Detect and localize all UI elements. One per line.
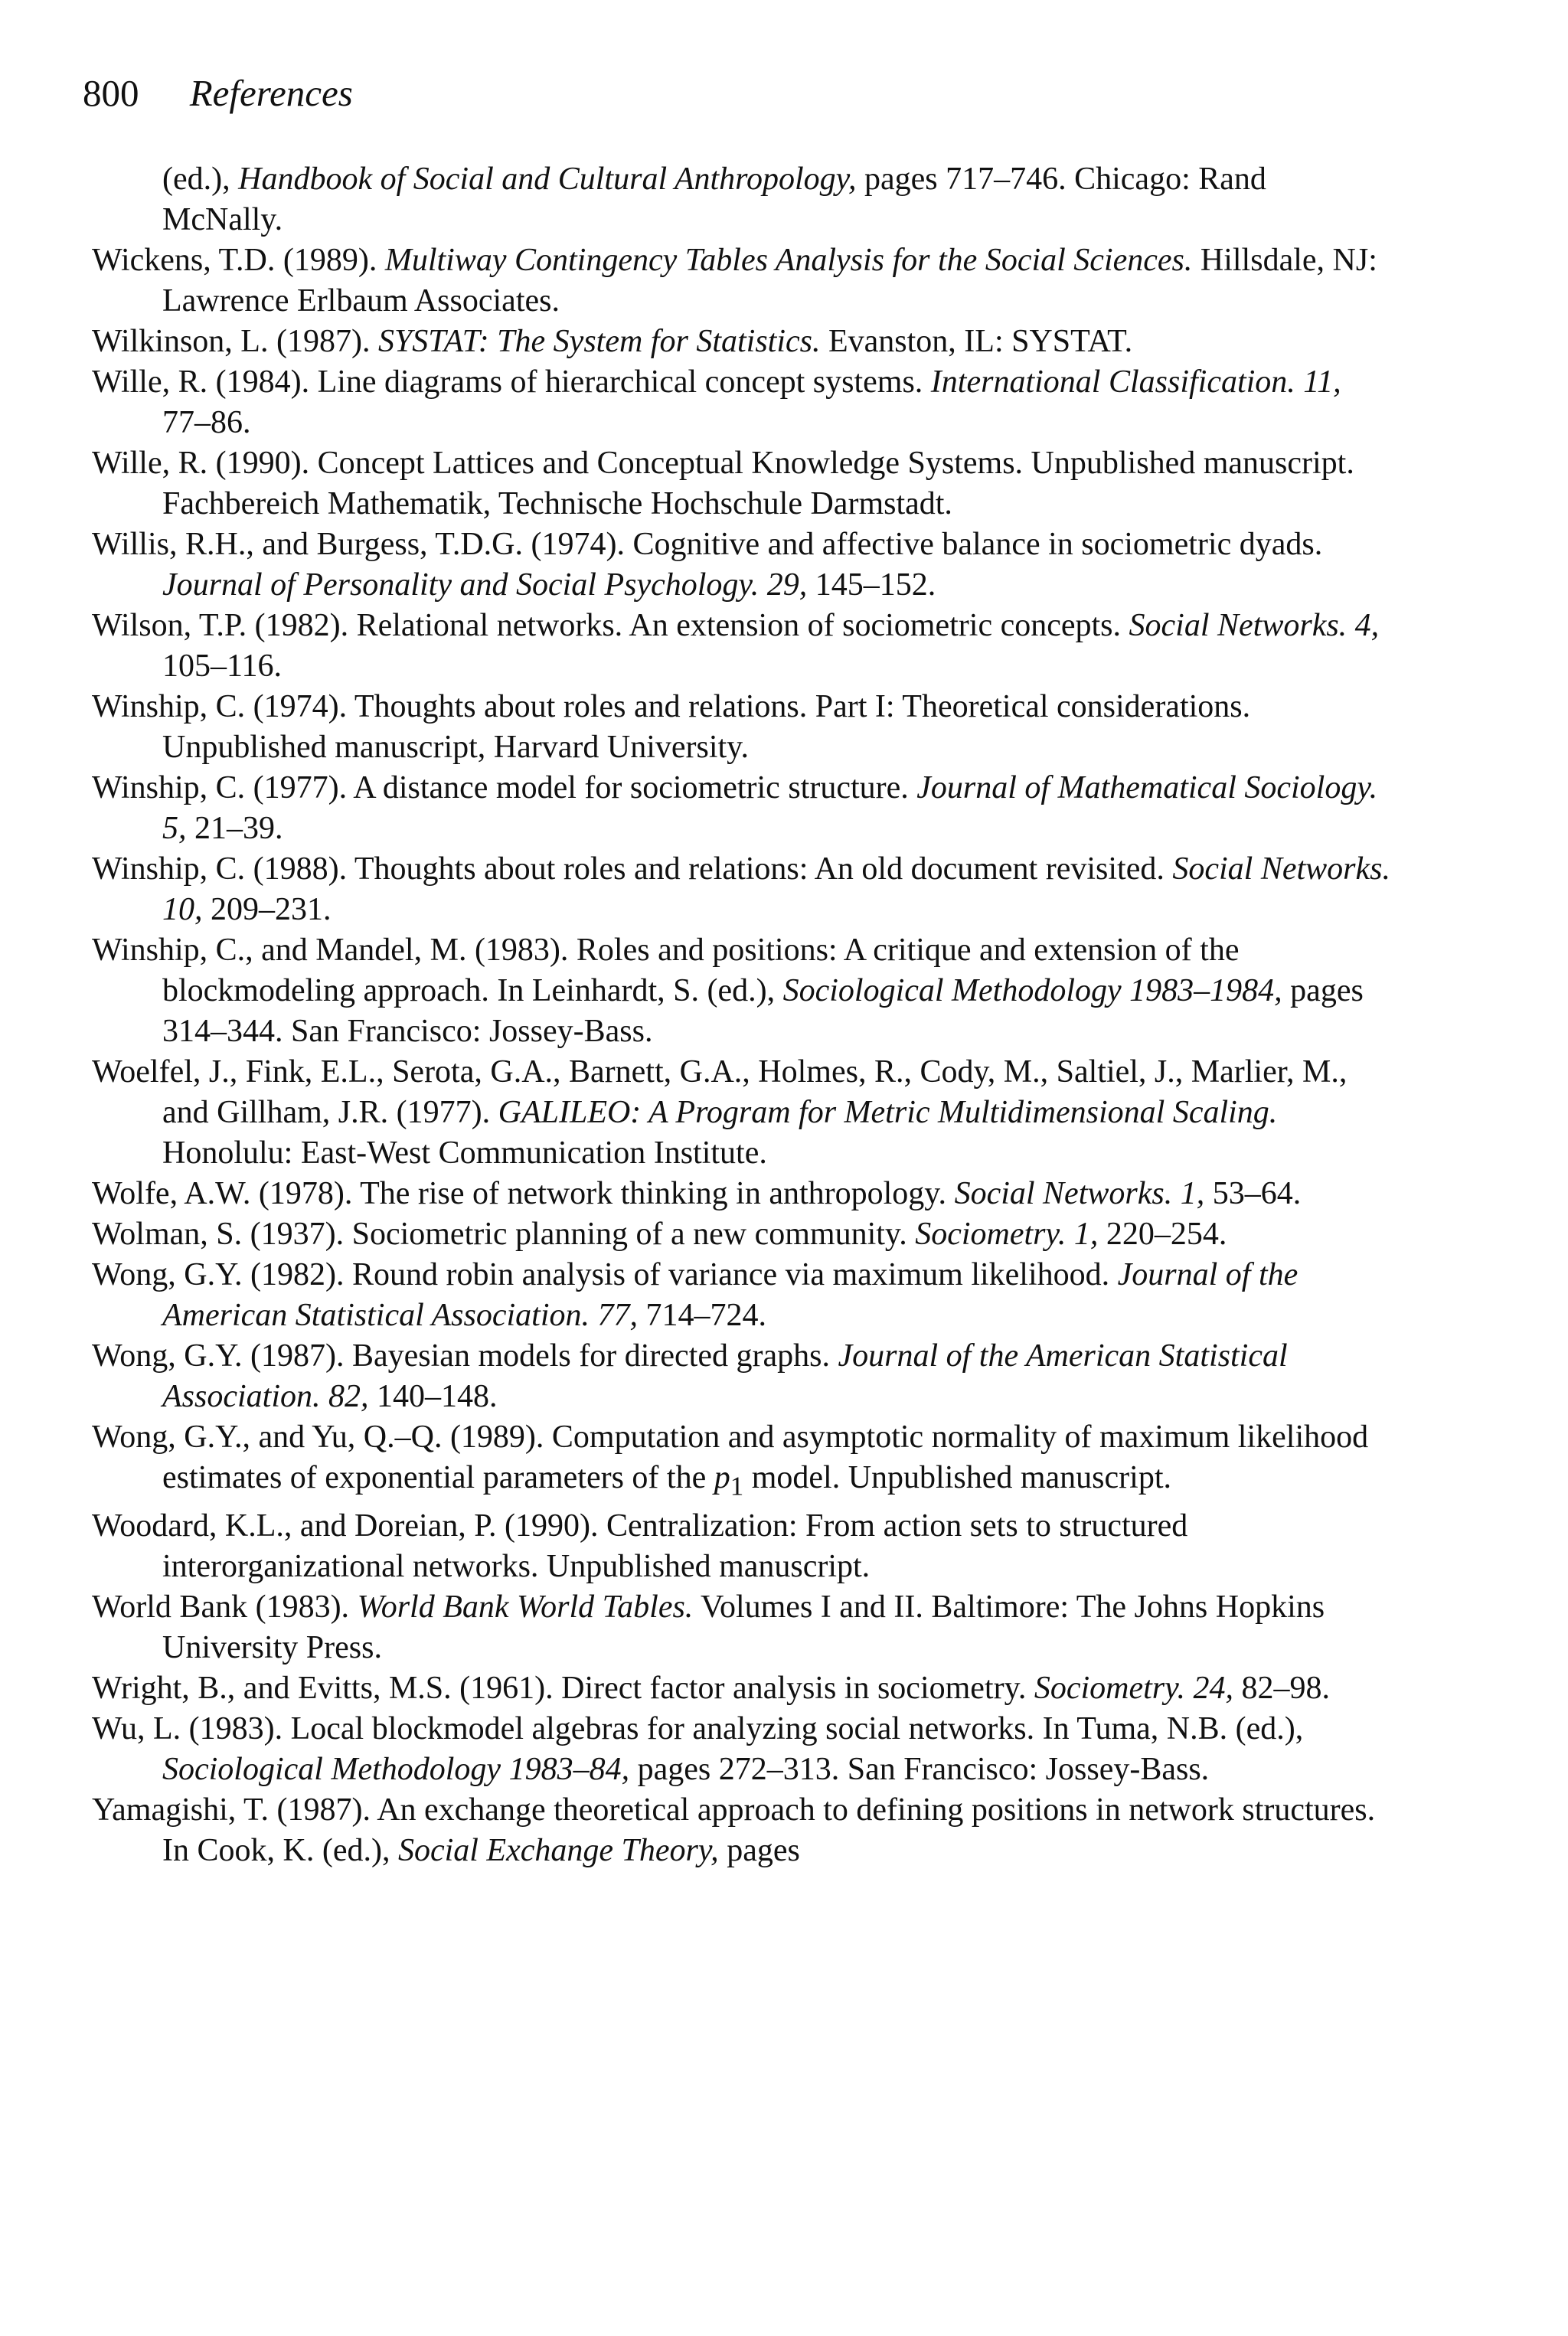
reference-text: 145–152.: [807, 567, 936, 603]
reference-text: Wilson, T.P. (1982). Relational networks. An extension of sociometric concepts.: [92, 608, 1129, 643]
reference-entry: [92, 322, 1393, 362]
reference-text: Willis, R.H., and Burgess, T.D.G. (1974). Cognitive and affective balance in sociometric dyads.: [92, 527, 1323, 562]
reference-italic-text: Social Networks. 4,: [1129, 608, 1380, 643]
reference-text: Wickens, T.D. (1989).: [92, 243, 385, 278]
reference-text: 220–254.: [1098, 1217, 1227, 1252]
reference-text: Wille, R. (1984). Line diagrams of hierarchical concept systems.: [92, 364, 931, 400]
reference-entry: [92, 1709, 1393, 1790]
reference-text: Wille, R. (1990). Concept Lattices and Conceptual Knowledge Systems. Unpublished manuscript. Fachbereich Mathematik, Technische Hochschule Darmstadt.: [92, 446, 1354, 521]
reference-text: 209–231.: [202, 892, 332, 927]
page-header: [83, 70, 353, 116]
reference-text: (ed.),: [162, 162, 239, 197]
reference-entry: [92, 606, 1393, 687]
reference-italic-text: Sociometry. 24,: [1034, 1671, 1233, 1707]
reference-text: 105–116.: [162, 649, 282, 684]
reference-text: Wolfe, A.W. (1978). The rise of network thinking in anthropology.: [92, 1176, 955, 1211]
reference-italic-text: World Bank World Tables.: [357, 1589, 694, 1625]
reference-text: Evanston, IL: SYSTAT.: [820, 324, 1133, 359]
reference-entry: [92, 768, 1393, 849]
reference-text: 82–98.: [1233, 1671, 1330, 1707]
reference-text: 77–86.: [162, 405, 251, 440]
reference-text: Honolulu: East-West Communication Institute.: [162, 1135, 767, 1171]
reference-entry: [92, 1255, 1393, 1336]
reference-entry: [92, 240, 1393, 322]
reference-entry: [92, 1668, 1393, 1709]
reference-entry: [92, 1790, 1393, 1871]
reference-text: Winship, C. (1988). Thoughts about roles and relations: An old document revisited.: [92, 851, 1173, 887]
page-number: 800: [83, 72, 139, 114]
reference-text: Hillsdale, NJ: Lawrence Erlbaum Associates.: [162, 243, 1377, 319]
reference-italic-text: Sociological Methodology 1983–1984,: [782, 973, 1282, 1008]
reference-text: pages: [718, 1833, 800, 1869]
reference-italic-text: p: [714, 1460, 730, 1495]
reference-entry: [92, 1052, 1393, 1174]
reference-text: 21–39.: [186, 811, 283, 846]
reference-text: 1: [730, 1471, 744, 1501]
reference-entry: [92, 362, 1393, 443]
reference-entry: [92, 443, 1393, 524]
reference-text: Wong, G.Y. (1987). Bayesian models for directed graphs.: [92, 1338, 838, 1374]
reference-italic-text: Social Networks. 10,: [162, 851, 1391, 927]
reference-entry: [92, 687, 1393, 768]
reference-text: Woelfel, J., Fink, E.L., Serota, G.A., Barnett, G.A., Holmes, R., Cody, M., Saltiel, J., Marlier, M., and Gillham, J.R. (1977).: [92, 1054, 1348, 1130]
reference-italic-text: Journal of the American Statistical Association. 77,: [162, 1257, 1298, 1333]
reference-text: Wu, L. (1983). Local blockmodel algebras for analyzing social networks. In Tuma, N.B. (ed.),: [92, 1711, 1304, 1747]
reference-text: Wong, G.Y., and Yu, Q.–Q. (1989). Computation and asymptotic normality of maximum likelihood estimates of exponential parameters of the: [92, 1420, 1369, 1495]
reference-italic-text: Social Exchange Theory,: [397, 1833, 719, 1869]
reference-entry: [92, 159, 1393, 240]
reference-text: 53–64.: [1204, 1176, 1302, 1211]
reference-list: [92, 159, 1393, 1871]
reference-text: Winship, C. (1977). A distance model for sociometric structure.: [92, 770, 917, 805]
reference-text: Winship, C. (1974). Thoughts about roles and relations. Part I: Theoretical considerations. Unpublished manuscript, Harvard University.: [92, 689, 1251, 765]
reference-text: World Bank (1983).: [92, 1589, 358, 1625]
reference-italic-text: Handbook of Social and Cultural Anthropology,: [238, 162, 857, 197]
reference-text: Wong, G.Y. (1982). Round robin analysis of variance via maximum likelihood.: [92, 1257, 1118, 1292]
reference-text: Volumes I and II. Baltimore: The Johns Hopkins University Press.: [162, 1589, 1325, 1666]
reference-entry: [92, 1336, 1393, 1417]
running-head: References: [189, 72, 353, 114]
reference-text: Woodard, K.L., and Doreian, P. (1990). Centralization: From action sets to structured interorganizational networks. Unpublished manuscript.: [92, 1508, 1188, 1585]
reference-italic-text: International Classification. 11,: [930, 364, 1341, 400]
reference-entry: [92, 1174, 1393, 1214]
reference-text: Yamagishi, T. (1987). An exchange theoretical approach to defining positions in network structures. In Cook, K. (ed.),: [92, 1792, 1376, 1869]
reference-text: pages 314–344. San Francisco: Jossey-Bass.: [162, 973, 1364, 1049]
reference-italic-text: Multiway Contingency Tables Analysis for the Social Sciences.: [384, 243, 1193, 278]
reference-entry: [92, 1506, 1393, 1587]
reference-text: model. Unpublished manuscript.: [743, 1460, 1171, 1495]
reference-italic-text: Sociometry. 1,: [915, 1217, 1099, 1252]
reference-text: Winship, C., and Mandel, M. (1983). Roles and positions: A critique and extension of the blockmodeling approach. In Leinhardt, S. (ed.),: [92, 933, 1240, 1008]
reference-text: Wright, B., and Evitts, M.S. (1961). Direct factor analysis in sociometry.: [92, 1671, 1034, 1707]
reference-italic-text: GALILEO: A Program for Metric Multidimensional Scaling.: [498, 1095, 1278, 1130]
reference-text: Wolman, S. (1937). Sociometric planning of a new community.: [92, 1217, 916, 1252]
reference-text: pages 272–313. San Francisco: Jossey-Bass.: [629, 1752, 1210, 1788]
reference-italic-text: Social Networks. 1,: [954, 1176, 1205, 1211]
reference-italic-text: Journal of Personality and Social Psychology. 29,: [162, 567, 808, 603]
reference-text: Wilkinson, L. (1987).: [92, 324, 378, 359]
reference-italic-text: SYSTAT: The System for Statistics.: [377, 324, 821, 359]
reference-italic-text: Journal of the American Statistical Association. 82,: [162, 1338, 1288, 1414]
reference-italic-text: Journal of Mathematical Sociology. 5,: [162, 770, 1378, 846]
reference-entry: [92, 1587, 1393, 1668]
reference-text: 140–148.: [368, 1379, 498, 1414]
reference-entry: [92, 930, 1393, 1052]
reference-text: pages 717–746. Chicago: Rand McNally.: [162, 162, 1266, 237]
reference-text: 714–724.: [638, 1298, 767, 1333]
reference-entry: [92, 1417, 1393, 1506]
reference-entry: [92, 524, 1393, 606]
reference-entry: [92, 849, 1393, 930]
reference-entry: [92, 1214, 1393, 1255]
reference-italic-text: Sociological Methodology 1983–84,: [162, 1752, 630, 1788]
